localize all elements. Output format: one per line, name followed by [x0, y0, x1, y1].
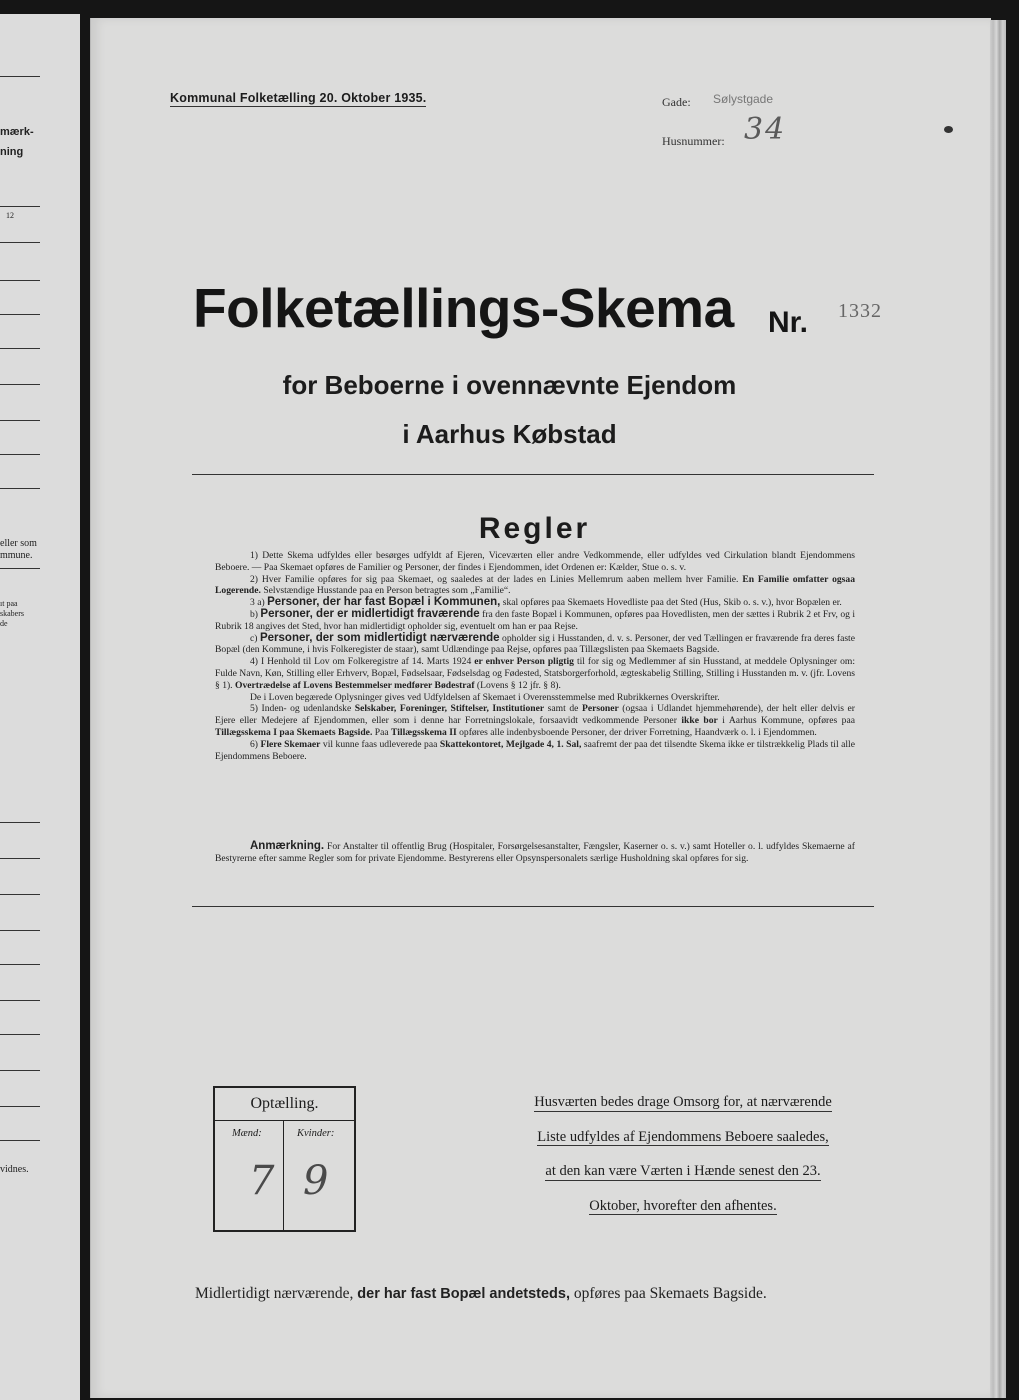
form-subtitle-1: for Beboerne i ovennævnte Ejendom — [282, 370, 737, 400]
notice-line-2: Liste udfyldes af Ejendommens Beboere saaledes, — [537, 1128, 829, 1145]
rule-3c-bold: Personer, der som midlertidigt nærværende — [259, 631, 500, 644]
left-fragment-text: mmune. — [0, 550, 33, 561]
rule-4-penalty-bold: Overtrædelse af Lovens Bestemmelser medfører Bødestraf — [235, 679, 475, 691]
rule-3a-text: skal opføres paa Skemaets Hovedliste paa det Sted (Hus, Skib o. s. v.), hvor Bopælen er. — [502, 597, 842, 609]
left-page-fragment — [0, 14, 80, 1400]
rule-3a-number: 3 a) — [250, 597, 265, 609]
rule-6-bold: Flere Skemaer — [260, 738, 321, 750]
rule-3c — [215, 633, 855, 657]
rule-6-text-2: saafremt der paa det tilsendte Skema ikke er tilstrækkelig Plads til alle Ejendommens Beboere. — [215, 738, 855, 762]
rule-3b-text: fra den faste Bopæl i Kommunen, opføres paa Hovedlisten, men der sættes i Rubrik 2 et Frv, og i Rubrik 18 angives det Sted, hvor han midlertidigt opholder sig, eventuelt om han er paa Rejse. — [215, 608, 855, 632]
left-fragment-text: 12 — [6, 211, 14, 220]
rule-line — [0, 348, 40, 349]
rule-6-bold-2: Skattekontoret, Mejlgade 4, 1. Sal, — [439, 738, 582, 750]
rule-line — [0, 822, 40, 823]
rule-line — [0, 1140, 40, 1141]
rule-line — [0, 1000, 40, 1001]
rule-3a-bold: Personer, der har fast Bopæl i Kommunen, — [267, 596, 501, 609]
divider-line — [192, 906, 874, 907]
footer-text-end: opføres paa Skemaets Bagside. — [573, 1285, 767, 1302]
rule-line — [0, 568, 40, 569]
rule-line — [0, 1034, 40, 1035]
notice-line-4: Oktober, hvorefter den afhentes. — [589, 1197, 777, 1214]
rule-4-continuation-text: De i Loven begærede Oplysninger gives ved Udfyldelsen af Skemaet i Overensstemmelse med Rubrikkernes Overskrifter. — [250, 691, 720, 703]
rule-4-text-end: (Lovens § 12 jfr. § 8). — [476, 679, 561, 691]
notice-line-1: Husværten bedes drage Omsorg for, at nærværende — [534, 1094, 832, 1110]
remark-section — [215, 841, 855, 865]
rule-5-text-4: i Aarhus Kommune, opføres paa — [722, 715, 855, 727]
rule-line — [0, 206, 40, 207]
rule-1-text: 1) Dette Skema udfyldes eller besørges udfyldt af Ejeren, Viceværten eller andre Vedkommende, eller udfyldes ved Cirkulation blandt Ejendommens Beboere. — Paa Skemaet opføres de Familier og Personer, der findes i Ejendommen, idet Ordenen er: Kælder, Stue o. s. v. — [215, 550, 855, 573]
men-label: Mænd: — [232, 1128, 262, 1139]
rule-line — [0, 894, 40, 895]
rule-5-text-5: Paa — [374, 726, 389, 738]
rule-3c-number: c) — [250, 632, 258, 644]
page-stack-edge — [990, 20, 1006, 1398]
rule-6-text: vil kunne faas udleverede paa — [322, 738, 438, 750]
count-box-divider — [283, 1120, 284, 1230]
rule-line — [0, 488, 40, 489]
left-fragment-text: vidnes. — [0, 1164, 29, 1175]
footer-note — [195, 1285, 767, 1303]
rule-3b — [215, 609, 855, 633]
rule-6-number: 6) — [250, 738, 258, 750]
rule-3c-text: opholder sig i Husstanden, d. v. s. Personer, der ved Tællingen er fraværende fra deres faste Bopæl (den Kommune, i hvis Folkeregister de staar), samt Udlændinge paa Rejse, opføres paa Tillægslisten paa Skemaets Bagside. — [215, 632, 855, 656]
left-fragment-text: skabers — [0, 609, 24, 618]
rule-5-bold-2: Personer — [581, 703, 619, 715]
rule-line — [0, 858, 40, 859]
footer-text-bold: der har fast Bopæl andetsteds, — [357, 1286, 571, 1302]
rule-5-bold-3: ikke bor — [681, 715, 718, 727]
rules-text — [215, 550, 855, 762]
rule-1 — [215, 550, 855, 574]
form-number-value: 1332 — [838, 300, 882, 322]
rule-line — [0, 242, 40, 243]
rule-line — [0, 314, 40, 315]
rule-2-text-end: Selvstændige Husstande paa en Person betragtes som „Familie“. — [263, 585, 511, 597]
notice-line-3: at den kan være Værten i Hænde senest den 23. — [545, 1163, 821, 1179]
rule-5 — [215, 703, 855, 738]
form-number-label: Nr. — [768, 306, 809, 339]
left-fragment-text: ıt paa — [0, 599, 18, 608]
rule-5-bold-5: Tillægsskema II — [391, 726, 457, 738]
rule-line — [0, 76, 40, 77]
census-header-title: Kommunal Folketælling 20. Oktober 1935. — [170, 91, 427, 105]
women-label: Kvinder: — [297, 1128, 335, 1139]
street-label: Gade: — [662, 95, 691, 109]
left-fragment-text: ning — [0, 146, 24, 158]
rule-5-bold-4: Tillægsskema I paa Skemaets Bagside. — [215, 726, 373, 738]
rule-5-text-3: (ogsaa i Udlandet hjemmehørende), der helt eller delvis er Ejere eller Medejere af Ejendommen, eller som i denne har Forretningslokale, forsaavidt vedkommende Personer — [215, 703, 856, 727]
rule-line — [0, 454, 40, 455]
rule-2 — [215, 574, 855, 598]
women-count: 9 — [303, 1158, 329, 1204]
rule-5-bold: Selskaber, Foreninger, Stiftelser, Institutioner — [354, 703, 545, 715]
men-count: 7 — [249, 1158, 275, 1204]
remark-text: For Anstalter til offentlig Brug (Hospitaler, Forsørgelsesanstalter, Fængsler, Kaserner o. s. v.) samt Hoteller o. l. udfyldes Skemaerne af Bestyrerne efter samme Regler som for private Ejendomme. Bestyrerens eller Opsynspersonalets særlige Husholdning skal opføres for sig. — [215, 841, 855, 864]
rule-line — [0, 964, 40, 965]
form-main-title: Folketællings-Skema — [193, 277, 734, 339]
house-number-label: Husnummer: — [662, 134, 725, 148]
rule-5-text-6: opføres alle indenbysboende Personer, der driver Forretning, Haandværk o. l. i Ejendommen. — [459, 726, 817, 738]
count-box-title: Optælling. — [215, 1088, 354, 1121]
rule-4-bold: er enhver Person pligtig — [474, 656, 574, 668]
left-fragment-text: de — [0, 619, 8, 628]
rule-3b-number: b) — [250, 608, 258, 620]
street-value: Sølystgade — [713, 92, 774, 106]
rule-line — [0, 1070, 40, 1071]
left-fragment-text: mærk- — [0, 126, 34, 138]
footer-text-start: Midlertidigt nærværende, — [195, 1285, 354, 1302]
house-number-value: 34 — [744, 112, 787, 147]
count-box — [213, 1086, 356, 1232]
rule-2-bold: En Familie omfatter ogsaa Logerende. — [215, 573, 855, 597]
rules-heading: Regler — [478, 512, 591, 545]
rule-6 — [215, 739, 855, 763]
form-subtitle-2: i Aarhus Købstad — [402, 419, 617, 449]
ink-dot — [944, 126, 953, 133]
rule-4-continuation — [215, 692, 855, 704]
rule-4-text: 4) I Henhold til Lov om Folkeregistre af 14. Marts 1924 — [250, 656, 472, 668]
rule-5-text-2: samt de — [547, 703, 579, 715]
remark-label: Anmærkning. — [250, 840, 325, 852]
rule-line — [0, 1106, 40, 1107]
divider-line — [192, 474, 874, 475]
rule-5-text: 5) Inden- og udenlandske — [250, 703, 352, 715]
rule-3b-bold: Personer, der er midlertidigt fraværende — [260, 607, 480, 620]
left-fragment-text: eller som — [0, 538, 37, 549]
landlord-notice — [515, 1095, 851, 1233]
rule-4-text-mid: til for sig og Medlemmer af sin Husstand, at meddele Oplysninger om: Fulde Navn, Køn, Stilling eller Erhverv, Bopæl, Fødselsaar, Fødselsdag og Fødested, Statsborgerforhold, ægteskabelig Stilling, Stilling i Husstanden m. v. (jfr. Lovens § 1). — [215, 656, 855, 691]
rule-line — [0, 930, 40, 931]
rule-4 — [215, 656, 855, 691]
rule-line — [0, 280, 40, 281]
rule-2-text: 2) Hver Familie opføres for sig paa Skemaet, og saaledes at der lades en Linies Mellemrum aaben mellem hver Familie. — [250, 573, 739, 585]
